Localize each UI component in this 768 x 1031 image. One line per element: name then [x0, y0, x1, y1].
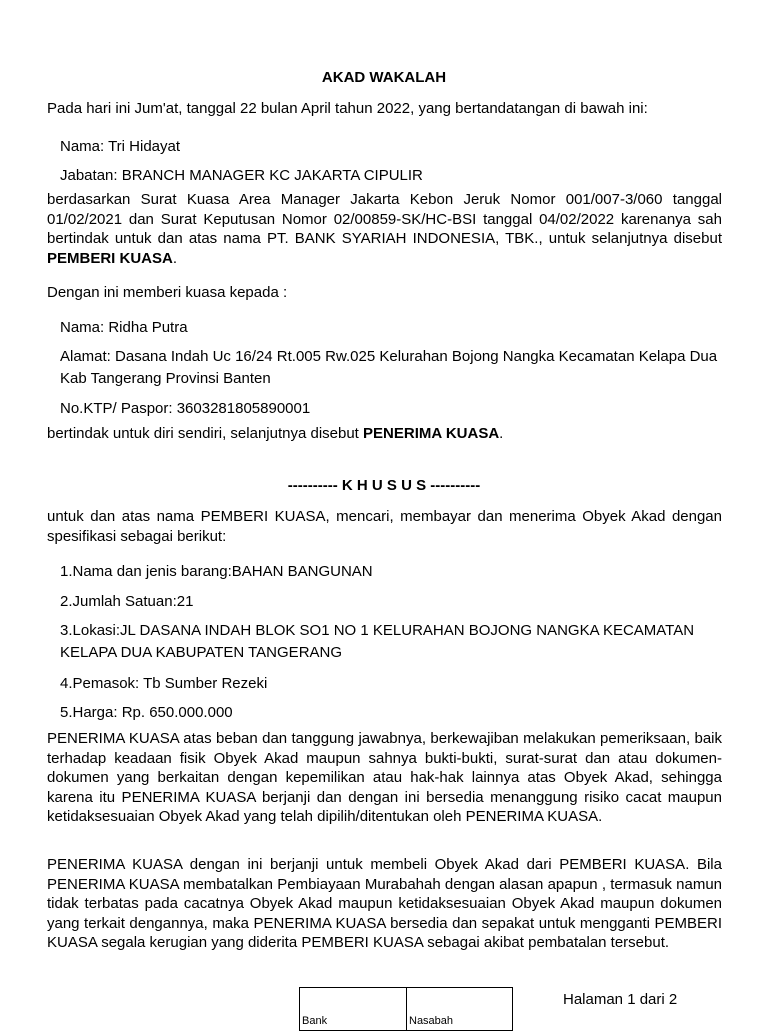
- grantor-designation-end: .: [172, 249, 178, 267]
- grantor-designation: PEMBERI KUASA: [47, 249, 173, 267]
- grantee-designation: PENERIMA KUASA: [363, 425, 500, 442]
- document-title: AKAD WAKALAH: [321, 69, 447, 86]
- obligation-paragraph: PENERIMA KUASA atas beban dan tanggung jawabnya, berkewajiban melakukan pemeriksaan, baik terhadap keadaan fisik Obyek Akad maupun sahnya bukti-bukti, surat-surat dan atau dokumen-dokumen yang berkaitan dengan kepemilikan atau hak-hak lainnya atas Obyek Akad, sehingga karena itu PENERIMA KUASA berjanji dan dengan ini bersedia menanggung risiko cacat maupun ketidaksesuaian Obyek Akad yang telah dipilih/ditentukan oleh PENERIMA KUASA.: [47, 730, 722, 825]
- spec-item: 4.Pemasok: Tb Sumber Rezeki: [60, 675, 268, 692]
- signature-box: [299, 987, 513, 1031]
- opening-paragraph: Pada hari ini Jum'at, tanggal 22 bulan April tahun 2022, yang bertandatangan di bawah ini:: [47, 100, 648, 117]
- spec-item: 1.Nama dan jenis barang:BAHAN BANGUNAN: [60, 563, 373, 580]
- grantee-basis-text: bertindak untuk diri sendiri, selanjutnya disebut: [47, 425, 364, 442]
- grantor-basis-text: berdasarkan Surat Kuasa Area Manager Jakarta Kebon Jeruk Nomor 001/007-3/060 tanggal 01/02/2021 dan Surat Keputusan Nomor 02/00859-SK/HC-BSI tanggal 04/02/2022 karenanya sah bertindak untuk dan atas nama PT. BANK SYARIAH INDONESIA, TBK., untuk selanjutnya disebut: [47, 191, 722, 247]
- grantor-position: Jabatan: BRANCH MANAGER KC JAKARTA CIPULIR: [60, 167, 423, 184]
- grantee-designation-end: .: [499, 425, 504, 442]
- grantee-address: Alamat: Dasana Indah Uc 16/24 Rt.005 Rw.025 Kelurahan Bojong Nangka Kecamatan Kelapa Dua Kab Tangerang Provinsi Banten: [60, 348, 718, 387]
- grantee-basis-paragraph: [47, 424, 722, 444]
- bank-signature-cell: Bank: [300, 988, 407, 1031]
- customer-signature-cell: Nasabah: [407, 988, 513, 1031]
- spec-item: 5.Harga: Rp. 650.000.000: [60, 704, 233, 721]
- special-intro: untuk dan atas nama PEMBERI KUASA, mencari, membayar dan menerima Obyek Akad dengan spesifikasi sebagai berikut:: [47, 508, 722, 545]
- special-heading: ---------- K H U S U S ----------: [287, 477, 481, 494]
- grantee-name: Nama: Ridha Putra: [60, 319, 188, 336]
- spec-item: 3.Lokasi:JL DASANA INDAH BLOK SO1 NO 1 KELURAHAN BOJONG NANGKA KECAMATAN KELAPA DUA KABUPATEN TANGERANG: [60, 622, 695, 661]
- grantor-name: Nama: Tri Hidayat: [60, 138, 181, 155]
- grantee-id: No.KTP/ Paspor: 3603281805890001: [60, 400, 311, 417]
- spec-item: 2.Jumlah Satuan:21: [60, 593, 194, 610]
- page-indicator: Halaman 1 dari 2: [563, 991, 678, 1008]
- cancellation-paragraph: PENERIMA KUASA dengan ini berjanji untuk membeli Obyek Akad dari PEMBERI KUASA. Bila PENERIMA KUASA membatalkan Pembiayaan Murabahah dengan alasan apapun , termasuk namun tidak terbatas pada cacatnya Obyek Akad maupun ketidaksesuaian Obyek Akad maupun dokumen yang terkait dengannya, maka PENERIMA KUASA bersedia dan sepakat untuk mengganti PEMBERI KUASA segala kerugian yang diderita PEMBERI KUASA sebagai akibat pembatalan tersebut.: [47, 856, 722, 951]
- grant-intro: Dengan ini memberi kuasa kepada :: [47, 284, 288, 301]
- grantor-basis-paragraph: [47, 190, 722, 268]
